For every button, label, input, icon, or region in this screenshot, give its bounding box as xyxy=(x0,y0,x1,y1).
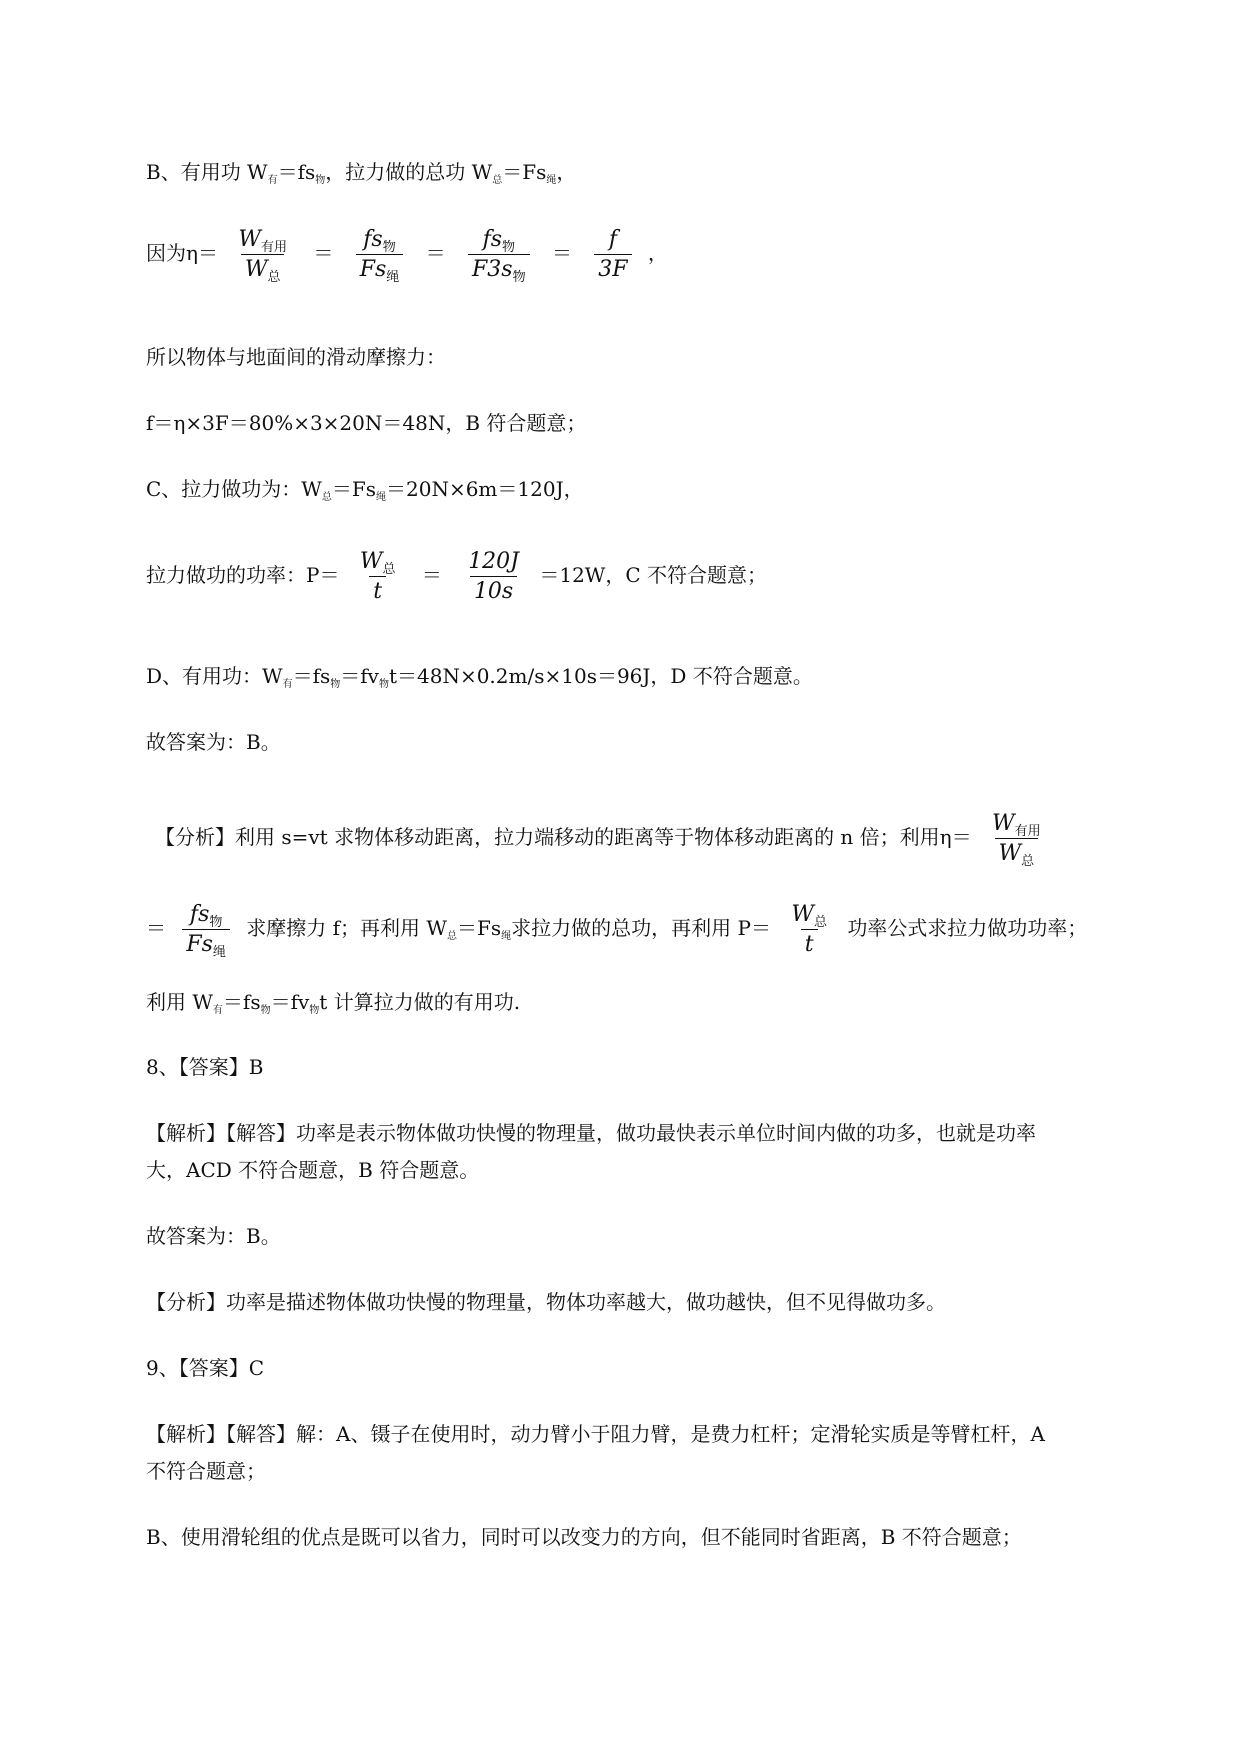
subscript: 物 xyxy=(512,270,526,286)
text: 求摩擦力 f；再利用 W xyxy=(246,916,447,941)
line-c-total-work xyxy=(146,477,584,503)
efficiency-equation xyxy=(146,227,668,286)
paragraph: 所以物体与地面间的滑动摩擦力： xyxy=(146,345,446,369)
fraction xyxy=(356,227,404,286)
text: ，拉力做的总功 W xyxy=(325,160,493,184)
subscript: 有用 xyxy=(260,240,287,255)
subscript: 绳 xyxy=(546,175,557,186)
text: ， xyxy=(556,160,577,184)
subscript: 总 xyxy=(492,175,503,186)
subscript: 总 xyxy=(446,931,457,943)
subscript: 绳 xyxy=(386,270,400,286)
subscript: 物 xyxy=(260,1005,271,1016)
subscript: 绳 xyxy=(501,931,512,943)
denominator: W xyxy=(244,257,268,283)
denominator: 3F xyxy=(598,257,628,283)
subscript: 物 xyxy=(382,240,396,255)
numerator: fs xyxy=(189,902,210,927)
text: 功率公式求拉力做功功率； xyxy=(847,916,1088,941)
subscript: 总 xyxy=(321,492,332,503)
fraction xyxy=(234,227,291,286)
subscript: 总 xyxy=(1021,854,1035,870)
question-8-explanation: 【解析】【解答】功率是表示物体做功快慢的物理量，做功最快表示单位时间内做的功多，也就是功率 xyxy=(146,1121,1036,1145)
denominator: Fs xyxy=(359,257,387,283)
question-9-answer: 9、【答案】C xyxy=(146,1356,265,1380)
text: ＝Fs xyxy=(331,477,376,501)
denominator: W xyxy=(998,841,1022,867)
fraction xyxy=(468,227,530,286)
equals-sign: ＝ xyxy=(146,916,166,941)
text: ＝20N×6m＝120J， xyxy=(386,477,584,501)
analysis-line-1 xyxy=(155,811,1055,870)
subscript: 物 xyxy=(330,679,341,690)
denominator: 10s xyxy=(473,579,514,605)
equals-sign: ＝ xyxy=(425,241,446,266)
subscript: 总 xyxy=(382,562,396,577)
subscript: 有 xyxy=(267,175,278,186)
denominator: Fs xyxy=(186,932,213,958)
numerator: fs xyxy=(363,227,383,252)
subscript: 物 xyxy=(502,240,516,255)
text: ， xyxy=(647,241,668,266)
text: 求拉力做的总功，再利用 P＝ xyxy=(511,916,771,941)
text: ＝fs xyxy=(292,664,331,688)
subscript: 总 xyxy=(267,270,281,286)
text: ＝fv xyxy=(270,990,310,1014)
denominator: t xyxy=(373,579,383,605)
text: ＝fs xyxy=(277,160,316,184)
numerator: 120J xyxy=(468,549,519,574)
subscript: 有用 xyxy=(1014,824,1041,839)
subscript: 有 xyxy=(282,679,293,690)
question-8-analysis: 【分析】功率是描述物体做功快慢的物理量，物体功率越大，做功越快，但不见得做功多。 xyxy=(146,1290,946,1314)
text: ＝fs xyxy=(222,990,261,1014)
text: 【分析】利用 s=vt 求物体移动距离，拉力端移动的距离等于物体移动距离的 n 倍；利用η＝ xyxy=(155,825,972,850)
line-d-useful-work xyxy=(146,664,813,690)
question-8-explanation: 大，ACD 不符合题意，B 符合题意。 xyxy=(146,1158,480,1182)
denominator: F3s xyxy=(472,257,513,283)
text: ＝Fs xyxy=(502,160,547,184)
text: t 计算拉力做的有用功. xyxy=(319,990,521,1014)
question-9-explanation: 不符合题意； xyxy=(146,1459,266,1483)
answer-line: 故答案为：B。 xyxy=(146,1224,281,1248)
text: t＝48N×0.2m/s×10s＝96J，D 不符合题意。 xyxy=(388,664,813,688)
numerator: W xyxy=(791,902,814,927)
numerator: W xyxy=(359,549,383,574)
text: 拉力做功的功率：P＝ xyxy=(146,563,340,588)
text: C、拉力做功为：W xyxy=(146,477,322,501)
numerator: W xyxy=(238,227,261,252)
subscript: 物 xyxy=(315,175,326,186)
text: ＝Fs xyxy=(456,916,502,941)
paragraph: f＝η×3F＝80%×3×20N＝48N，B 符合题意； xyxy=(146,411,587,435)
fraction xyxy=(464,550,523,603)
subscript: 绳 xyxy=(376,492,386,503)
fraction xyxy=(787,903,831,956)
text: 因为η＝ xyxy=(146,241,218,266)
numerator: f xyxy=(608,227,617,252)
text: ＝fv xyxy=(340,664,379,688)
subscript: 物 xyxy=(309,1005,320,1016)
text: B、有用功 W xyxy=(146,160,268,184)
subscript: 物 xyxy=(209,915,223,930)
subscript: 物 xyxy=(378,679,389,690)
numerator: fs xyxy=(482,227,502,252)
subscript: 绳 xyxy=(212,945,226,961)
equals-sign: ＝ xyxy=(421,563,442,588)
subscript: 有 xyxy=(212,1005,223,1016)
question-9-explanation: 【解析】【解答】解：A、镊子在使用时，动力臂小于阻力臂，是费力杠杆；定滑轮实质是等臂杠杆，A xyxy=(146,1422,1045,1446)
power-equation xyxy=(146,550,767,603)
equals-sign: ＝ xyxy=(313,241,334,266)
equals-sign: ＝ xyxy=(551,241,572,266)
text: D、有用功：W xyxy=(146,664,283,688)
question-8-answer: 8、【答案】B xyxy=(146,1055,264,1079)
numerator: W xyxy=(992,811,1015,836)
subscript: 总 xyxy=(813,915,827,930)
fraction xyxy=(594,228,631,281)
denominator: t xyxy=(804,932,814,958)
fraction xyxy=(356,550,400,603)
line-b-useful-work xyxy=(146,160,577,186)
answer-line: 故答案为：B。 xyxy=(146,730,281,754)
fraction xyxy=(182,902,230,961)
analysis-line-2 xyxy=(146,902,1088,961)
text: ＝12W，C 不符合题意； xyxy=(539,563,768,588)
question-9-explanation: B、使用滑轮组的优点是既可以省力，同时可以改变力的方向，但不能同时省距离，B 不符合题意； xyxy=(146,1525,1022,1549)
fraction xyxy=(988,811,1045,870)
analysis-line-3 xyxy=(146,990,521,1016)
text: 利用 W xyxy=(146,990,213,1014)
